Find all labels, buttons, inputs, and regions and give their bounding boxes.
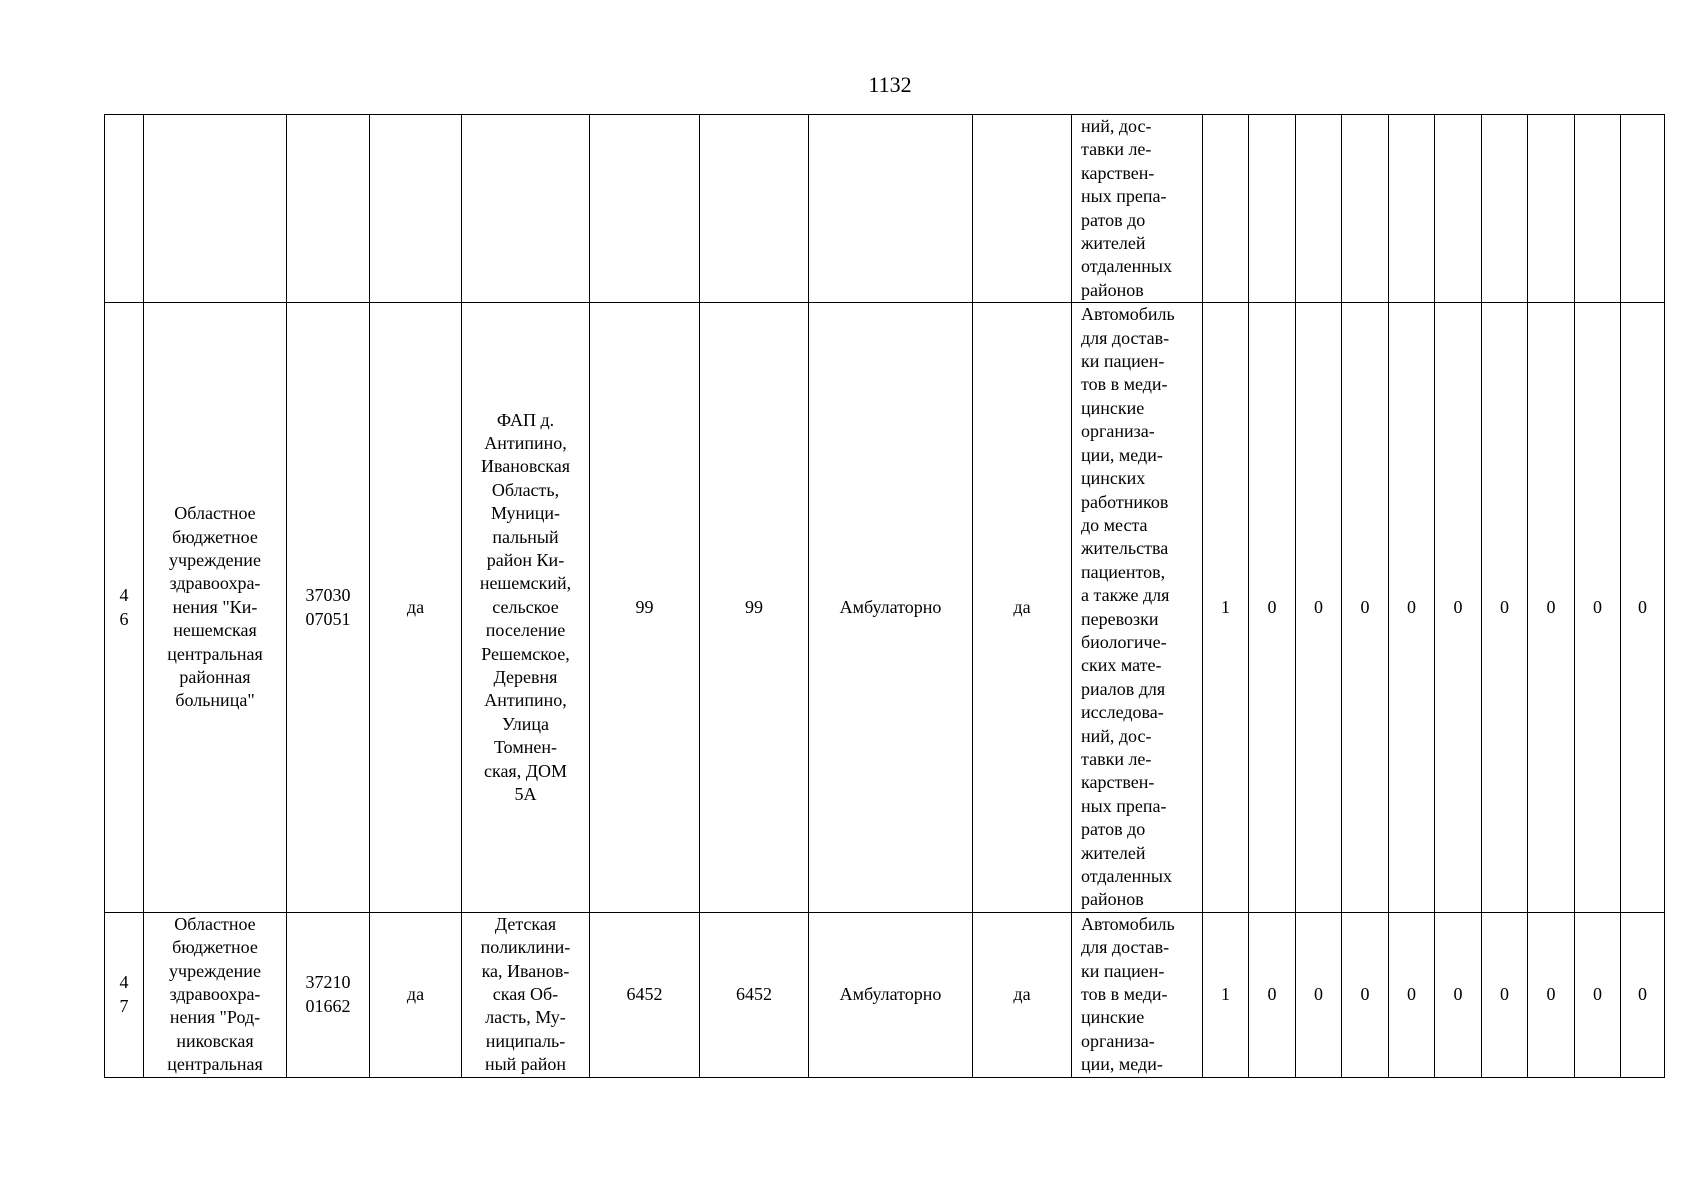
count-cell (1575, 115, 1621, 303)
count-cell (1389, 115, 1435, 303)
count-cell (1203, 115, 1249, 303)
address-cell (462, 115, 590, 303)
count-cell (1249, 115, 1296, 303)
value-cell: 6452 (700, 912, 809, 1077)
value-cell: 99 (590, 303, 700, 913)
flag-cell (370, 115, 462, 303)
page-number: 1132 (868, 72, 912, 97)
organization-cell: Областное бюджетное учреждение здравоохра- нения "Ки- нешемская центральная районная больница" (144, 303, 287, 913)
count-cell: 0 (1621, 303, 1665, 913)
purpose-cell: Автомобиль для достав- ки пациен- тов в меди- цинские организа- ции, меди- (1072, 912, 1203, 1077)
count-cell: 0 (1342, 303, 1389, 913)
count-cell (1342, 115, 1389, 303)
row-number-cell: 4 6 (105, 303, 144, 913)
count-cell: 1 (1203, 912, 1249, 1077)
address-cell: ФАП д. Антипино, Ивановская Область, Муници- пальный район Ки- нешемский, сельское поселение Решемское, Деревня Антипино, Улица Томнен- ская, ДОМ 5А (462, 303, 590, 913)
vehicle-table (104, 114, 1665, 1078)
count-cell: 0 (1249, 303, 1296, 913)
organization-cell: Областное бюджетное учреждение здравоохра- нения "Род- никовская центральная (144, 912, 287, 1077)
value-cell: 99 (700, 303, 809, 913)
count-cell: 0 (1528, 912, 1575, 1077)
count-cell: 0 (1389, 303, 1435, 913)
count-cell (1435, 115, 1482, 303)
organization-cell (144, 115, 287, 303)
count-cell: 0 (1435, 303, 1482, 913)
purpose-cell: Автомобиль для достав- ки пациен- тов в меди- цинские организа- ции, меди- цинских работников до места жительства пациентов, а также для перевозки биологиче- ских мате- риалов для исследова- ний, дос- тавки ле- карствен- ных препа- ратов до жителей отдаленных районов (1072, 303, 1203, 913)
care-type-cell: Амбулаторно (809, 303, 973, 913)
flag-cell (973, 115, 1072, 303)
count-cell: 0 (1249, 912, 1296, 1077)
count-cell: 0 (1342, 912, 1389, 1077)
count-cell (1621, 115, 1665, 303)
code-cell (287, 115, 370, 303)
count-cell: 0 (1296, 912, 1342, 1077)
count-cell: 0 (1482, 912, 1528, 1077)
count-cell: 0 (1575, 912, 1621, 1077)
row-number-cell: 4 7 (105, 912, 144, 1077)
table-row (105, 912, 1665, 1077)
value-cell: 6452 (590, 912, 700, 1077)
count-cell: 0 (1575, 303, 1621, 913)
flag-cell: да (370, 303, 462, 913)
purpose-cell: ний, дос- тавки ле- карствен- ных препа- ратов до жителей отдаленных районов (1072, 115, 1203, 303)
count-cell: 0 (1389, 912, 1435, 1077)
count-cell: 0 (1435, 912, 1482, 1077)
code-cell: 37030 07051 (287, 303, 370, 913)
count-cell: 0 (1528, 303, 1575, 913)
flag-cell: да (973, 303, 1072, 913)
flag-cell: да (973, 912, 1072, 1077)
code-cell: 37210 01662 (287, 912, 370, 1077)
table-row (105, 303, 1665, 913)
count-cell: 0 (1621, 912, 1665, 1077)
count-cell (1296, 115, 1342, 303)
care-type-cell (809, 115, 973, 303)
care-type-cell: Амбулаторно (809, 912, 973, 1077)
address-cell: Детская поликлини- ка, Иванов- ская Об- ласть, Му- ниципаль- ный район (462, 912, 590, 1077)
count-cell: 0 (1482, 303, 1528, 913)
count-cell: 0 (1296, 303, 1342, 913)
value-cell (700, 115, 809, 303)
count-cell (1528, 115, 1575, 303)
flag-cell: да (370, 912, 462, 1077)
count-cell: 1 (1203, 303, 1249, 913)
table-row (105, 115, 1665, 303)
row-number-cell (105, 115, 144, 303)
value-cell (590, 115, 700, 303)
count-cell (1482, 115, 1528, 303)
